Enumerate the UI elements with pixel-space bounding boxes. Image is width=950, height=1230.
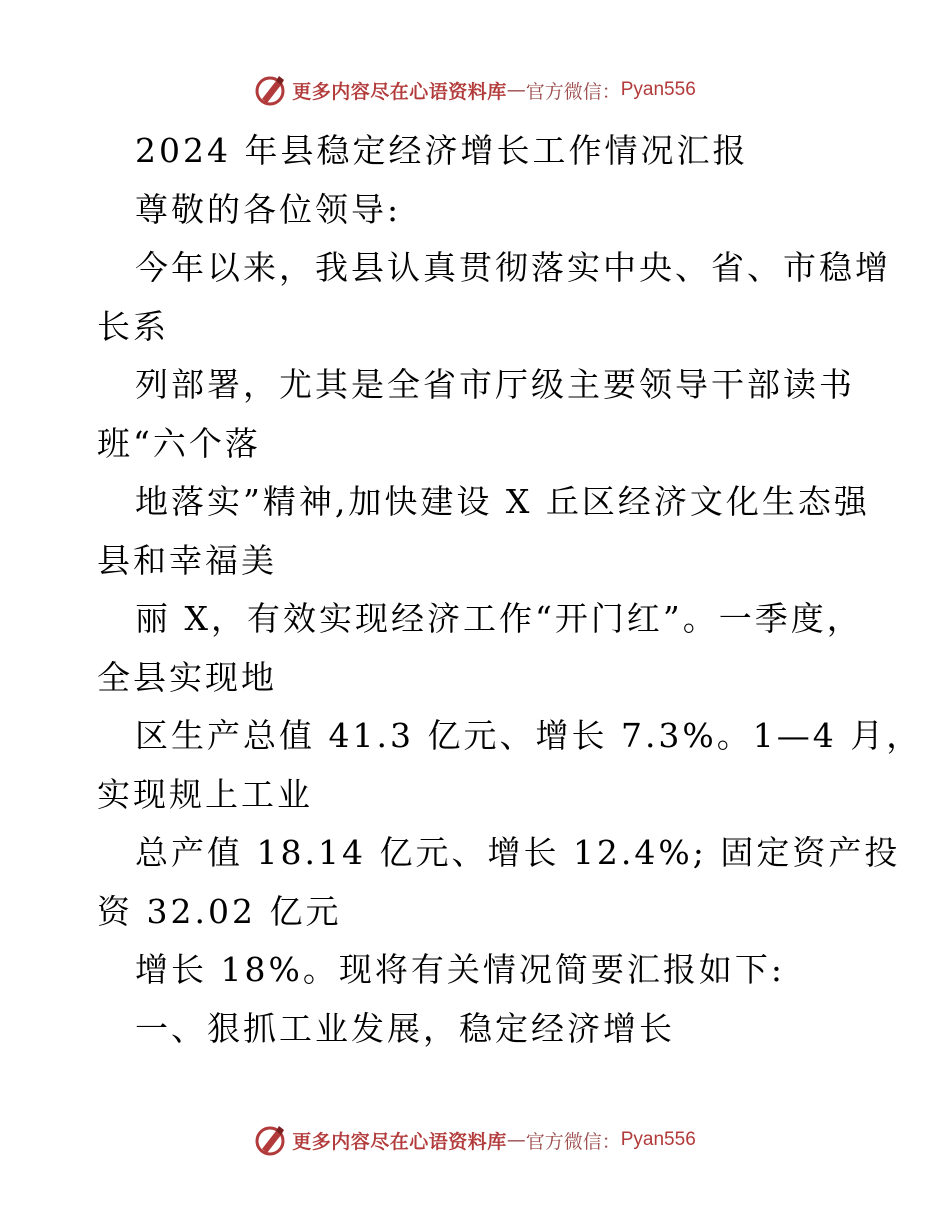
- paragraph-line: 列部署，尤其是全省市厅级主要领导干部读书: [135, 365, 855, 404]
- footer-watermark: [0, 1120, 950, 1160]
- header-watermark: [0, 70, 950, 110]
- watermark-text: 更多内容尽在心语资料库: [292, 1130, 507, 1153]
- paragraph-line: 长系: [97, 306, 169, 346]
- watermark-id: Pyan556: [620, 79, 696, 100]
- paragraph-line: 资 32.02 亿元: [97, 891, 342, 931]
- paragraph-line: 全县实现地: [97, 657, 277, 697]
- paragraph-line: 区生产总值 41.3 亿元、增长 7.3%。1—4 月，: [135, 716, 923, 755]
- section-heading: 一、狠抓工业发展，稳定经济增长: [135, 1008, 675, 1048]
- watermark-separator: —: [506, 1129, 526, 1151]
- paragraph-line: 实现规上工业: [97, 774, 313, 814]
- watermark-label: 官方微信：: [525, 80, 621, 103]
- paragraph-line: 总产值 18.14 亿元、增长 12.4%; 固定资产投: [135, 833, 901, 872]
- watermark-text: 更多内容尽在心语资料库: [292, 80, 507, 103]
- watermark-separator: —: [506, 79, 526, 101]
- watermark-id: Pyan556: [620, 1129, 696, 1150]
- watermark-label: 官方微信：: [525, 1130, 621, 1153]
- paragraph-line: 县和幸福美: [97, 540, 277, 580]
- document-body: [97, 122, 923, 1058]
- paragraph-line: 今年以来，我县认真贯彻落实中央、省、市稳增: [135, 248, 891, 287]
- salutation: 尊敬的各位领导:: [135, 189, 402, 229]
- paragraph-line: 班“六个落: [97, 423, 261, 463]
- pen-circle-logo-icon: [254, 73, 288, 107]
- document-title: 2024 年县稳定经济增长工作情况汇报: [135, 131, 749, 170]
- paragraph-line: 地落实”精神,加快建设 X 丘区经济文化生态强: [135, 482, 870, 521]
- paragraph-line: 丽 X，有效实现经济工作“开门红”。一季度，: [135, 599, 863, 638]
- pen-circle-logo-icon: [254, 1123, 288, 1157]
- paragraph-line: 增长 18%。现将有关情况简要汇报如下:: [135, 950, 785, 989]
